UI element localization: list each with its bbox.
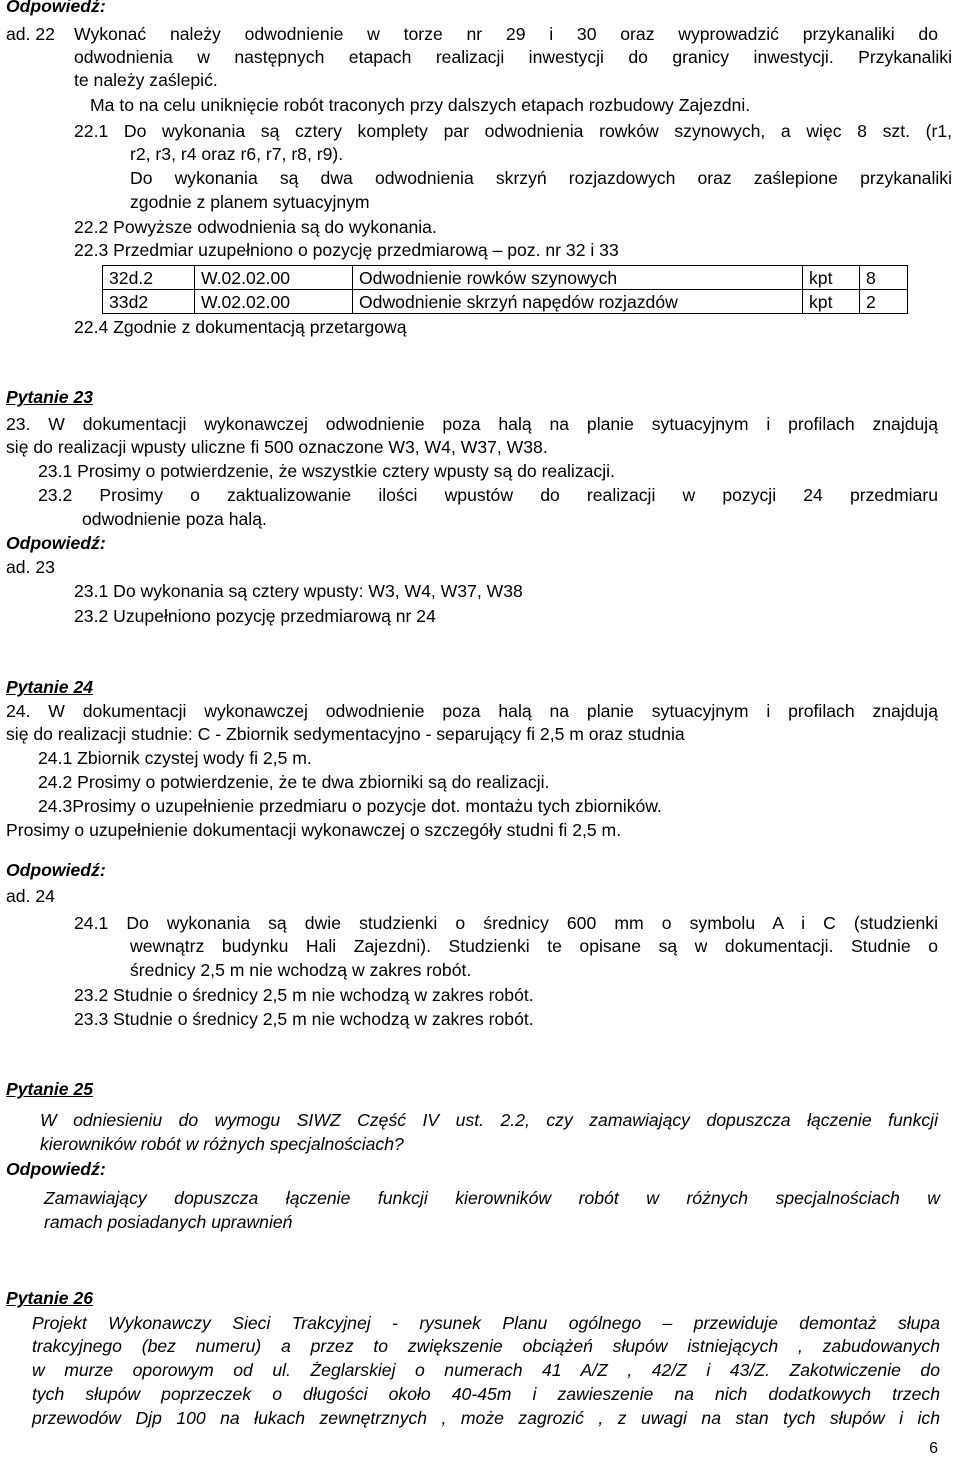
answer-22-line-3: te należy zaślepić.	[74, 70, 218, 90]
answer-22-1-line-1: 22.1 Do wykonania są cztery komplety par odwodnienia rowków szynowych, a więc 8 szt. (r1,	[74, 121, 952, 141]
table-cell-position: 32d.2	[103, 266, 195, 290]
question-23-2-line-1: 23.2 Prosimy o zaktualizowanie ilości wpustów do realizacji w pozycji 24 przedmiaru	[38, 485, 938, 505]
answer-24-2: 23.2 Studnie o średnicy 2,5 m nie wchodzą w zakres robót.	[74, 985, 534, 1005]
answer-24-1-line-3: średnicy 2,5 m nie wchodzą w zakres robót.	[130, 960, 472, 980]
question-25-line-2: kierowników robót w różnych specjalnościach?	[40, 1134, 404, 1154]
answer-25-line-2: ramach posiadanych uprawnień	[44, 1212, 293, 1232]
question-26-line-5: przewodów Djp 100 na łukach zewnętrznych , może zagrozić , z uwagi na stan tych słupów i ich	[32, 1408, 940, 1428]
page-number: 6	[929, 1440, 938, 1457]
answer-22-line-2: odwodnienia w następnych etapach realizacji inwestycji do granicy inwestycji. Przykanaliki	[74, 47, 952, 67]
table-cell-description: Odwodnienie skrzyń napędów rozjazdów	[353, 290, 803, 314]
table-cell-code: W.02.02.00	[195, 290, 353, 314]
answer-24-prefix: ad. 24	[6, 886, 55, 906]
answer-heading-22: Odpowiedź:	[6, 0, 106, 16]
table-cell-position: 33d2	[103, 290, 195, 314]
answer-22-prefix: ad. 22	[6, 24, 55, 44]
question-26-line-1: Projekt Wykonawczy Sieci Trakcyjnej - rysunek Planu ogólnego – przewiduje demontaż słupa	[32, 1313, 940, 1333]
answer-23-prefix: ad. 23	[6, 557, 55, 577]
question-26-line-4: tych słupów poprzeczek o długości około 40-45m i zawieszenie na nich dodatkowych trzech	[32, 1384, 940, 1404]
table-cell-description: Odwodnienie rowków szynowych	[353, 266, 803, 290]
answer-heading-25: Odpowiedź:	[6, 1159, 106, 1179]
question-25-title: Pytanie 25	[6, 1079, 94, 1099]
table-cell-quantity: 2	[860, 290, 908, 314]
answer-22-3: 22.3 Przedmiar uzupełniono o pozycję przedmiarową – poz. nr 32 i 33	[74, 240, 619, 260]
answer-24-1-line-2: wewnątrz budynku Hali Zajezdni). Studzienki te opisane są w dokumentacji. Studnie o	[130, 936, 938, 956]
answer-24-3: 23.3 Studnie o średnicy 2,5 m nie wchodzą w zakres robót.	[74, 1009, 534, 1029]
answer-22-1-line-2: r2, r3, r4 oraz r6, r7, r8, r9).	[130, 144, 344, 164]
question-24-line-2: się do realizacji studnie: C - Zbiornik sedymentacyjno - separujący fi 2,5 m oraz studnia	[6, 724, 685, 744]
table-cell-unit: kpt	[803, 290, 860, 314]
question-24-title: Pytanie 24	[6, 677, 94, 697]
table-cell-unit: kpt	[803, 266, 860, 290]
question-26-line-2: trakcyjnego (bez numeru) a przez to zwiększenie obciążeń słupów istniejących , zabudowanych	[32, 1336, 940, 1356]
answer-25-line-1: Zamawiający dopuszcza łączenie funkcji kierowników robót w różnych specjalnościach w	[44, 1188, 940, 1208]
question-24-3: 24.3Prosimy o uzupełnienie przedmiaru o pozycje dot. montażu tych zbiorników.	[38, 796, 662, 816]
answer-22-4: 22.4 Zgodnie z dokumentacją przetargową	[74, 317, 407, 337]
table-cell-code: W.02.02.00	[195, 266, 353, 290]
question-24-line-1: 24. W dokumentacji wykonawczej odwodnienie poza halą na planie sytuacyjnym i profilach znajdują	[6, 701, 938, 721]
answer-heading-24: Odpowiedź:	[6, 860, 106, 880]
table-cell-quantity: 8	[860, 266, 908, 290]
answer-heading-23: Odpowiedź:	[6, 533, 106, 553]
answer-23-2: 23.2 Uzupełniono pozycję przedmiarową nr 24	[74, 606, 436, 626]
answer-23-1: 23.1 Do wykonania są cztery wpusty: W3, W4, W37, W38	[74, 581, 523, 601]
answer-22-1-line-4: zgodnie z planem sytuacyjnym	[130, 192, 370, 212]
bill-of-quantities-table	[102, 265, 908, 314]
question-24-4: Prosimy o uzupełnienie dokumentacji wykonawczej o szczegóły studni fi 2,5 m.	[6, 820, 622, 840]
answer-22-line-4: Ma to na celu uniknięcie robót traconych przy dalszych etapach rozbudowy Zajezdni.	[90, 95, 751, 115]
question-23-2-line-2: odwodnienie poza halą.	[82, 509, 267, 529]
question-23-line-1: 23. W dokumentacji wykonawczej odwodnienie poza halą na planie sytuacyjnym i profilach znajdują	[6, 414, 938, 434]
question-26-line-3: w murze oporowym od ul. Żeglarskiej o numerach 41 A/Z , 42/Z i 43/Z. Zakotwiczenie do	[32, 1360, 940, 1380]
question-23-line-2: się do realizacji wpusty uliczne fi 500 oznaczone W3, W4, W37, W38.	[6, 437, 548, 457]
question-24-2: 24.2 Prosimy o potwierdzenie, że te dwa zbiorniki są do realizacji.	[38, 772, 550, 792]
question-26-title: Pytanie 26	[6, 1288, 94, 1308]
question-23-1: 23.1 Prosimy o potwierdzenie, że wszystkie cztery wpusty są do realizacji.	[38, 461, 615, 481]
question-23-title: Pytanie 23	[6, 387, 94, 407]
table-row	[103, 290, 908, 314]
answer-22-line-1: Wykonać należy odwodnienie w torze nr 29 i 30 oraz wyprowadzić przykanaliki do	[74, 24, 938, 44]
answer-22-1-line-3: Do wykonania są dwa odwodnienia skrzyń rozjazdowych oraz zaślepione przykanaliki	[130, 168, 952, 188]
question-25-line-1: W odniesieniu do wymogu SIWZ Część IV ust. 2.2, czy zamawiający dopuszcza łączenie funkcji	[40, 1110, 938, 1130]
answer-24-1-line-1: 24.1 Do wykonania są dwie studzienki o średnicy 600 mm o symbolu A i C (studzienki	[74, 913, 938, 933]
question-24-1: 24.1 Zbiornik czystej wody fi 2,5 m.	[38, 748, 312, 768]
answer-22-2: 22.2 Powyższe odwodnienia są do wykonania.	[74, 217, 437, 237]
table-row	[103, 266, 908, 290]
